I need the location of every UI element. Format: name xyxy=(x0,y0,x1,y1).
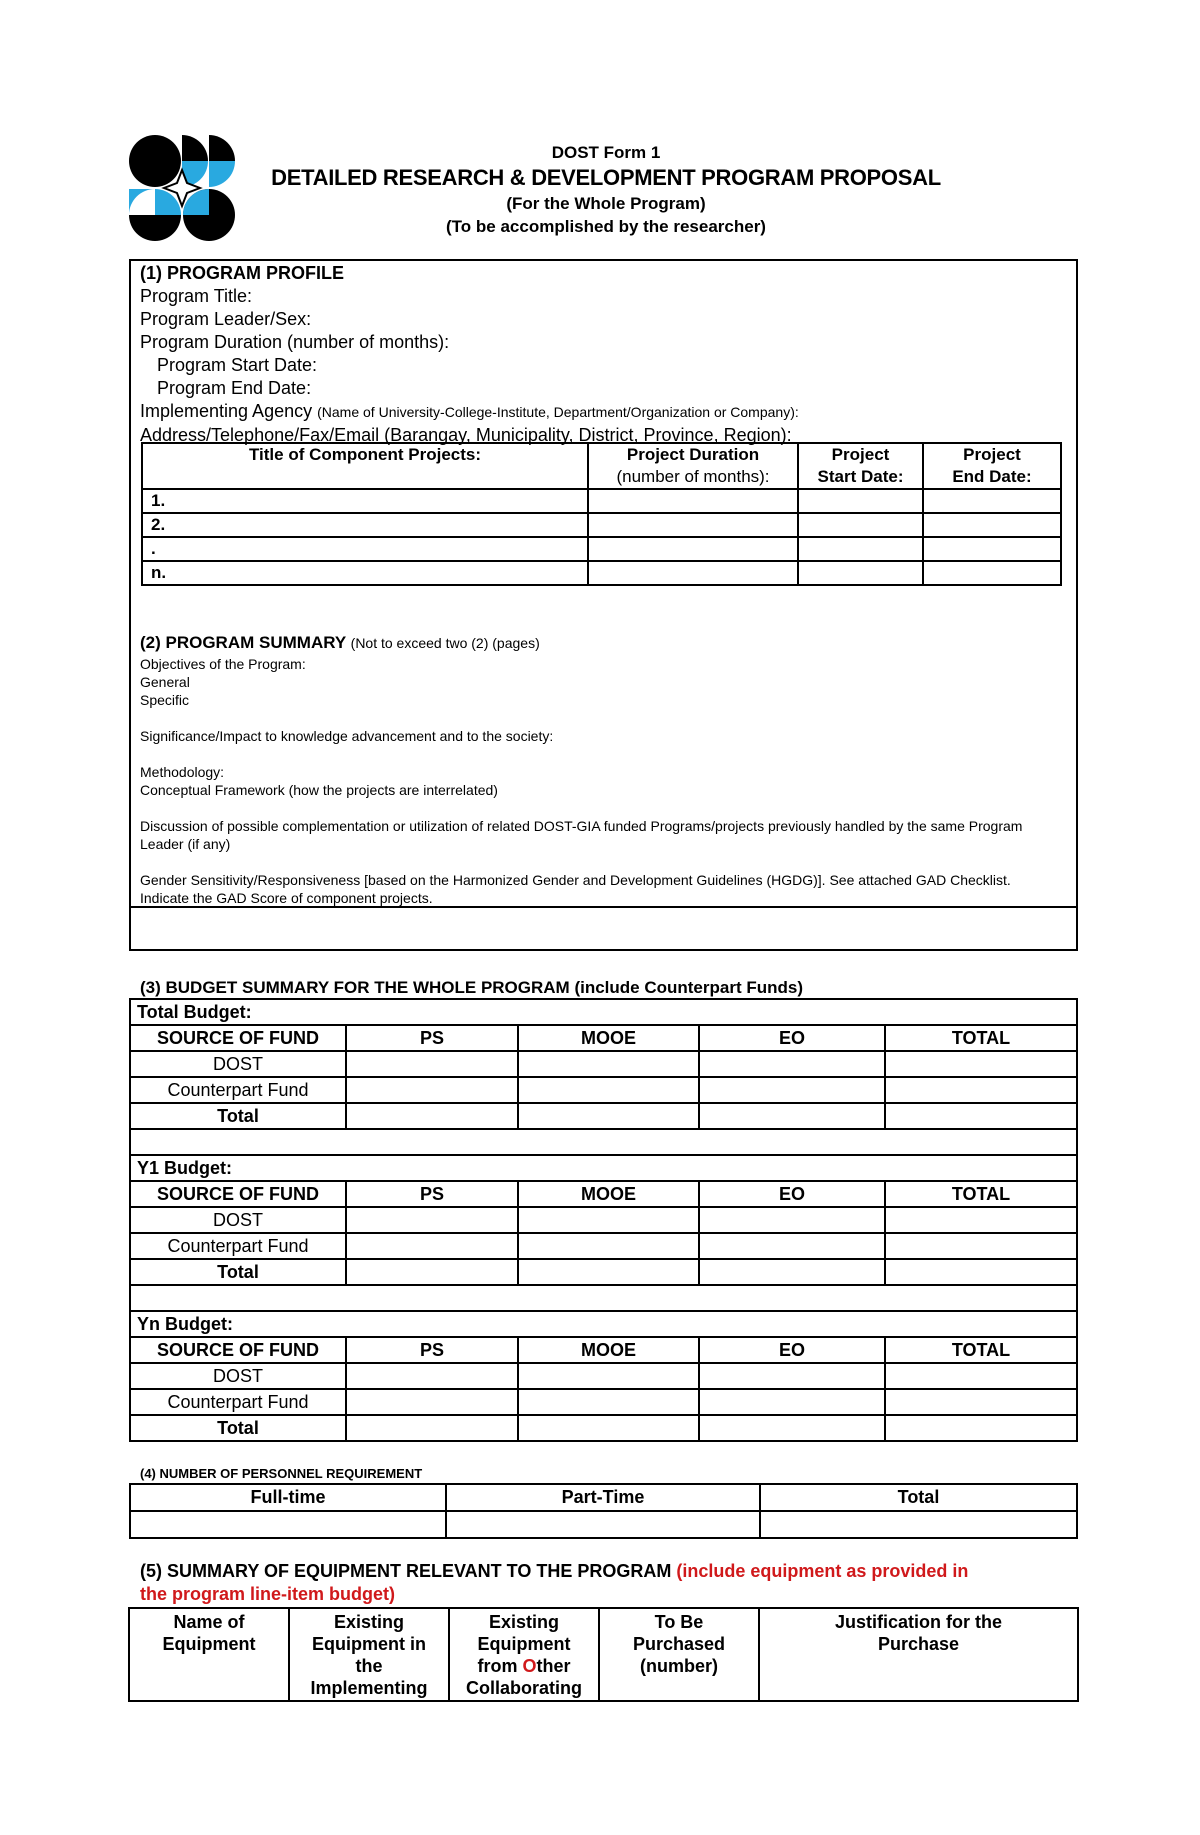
table-cell[interactable] xyxy=(446,1511,760,1538)
form-subtitle-2: (To be accomplished by the researcher) xyxy=(446,217,766,236)
project-row-label: 2. xyxy=(142,513,588,537)
gender-sensitivity-label: Gender Sensitivity/Responsiveness [based on the Harmonized Gender and Development Guidelines (HGDG)]. See attached GAD Checklist. Indicate the GAD Score of component projects. xyxy=(140,872,1011,906)
program-profile-heading: (1) PROGRAM PROFILE xyxy=(140,263,345,283)
implementing-agency-label: Implementing Agency xyxy=(140,401,313,421)
col-existing-implementing-line1: Existing xyxy=(333,1612,404,1632)
table-cell[interactable] xyxy=(699,1363,885,1389)
table-cell[interactable] xyxy=(518,1051,699,1077)
table-cell[interactable] xyxy=(885,1363,1077,1389)
table-cell[interactable] xyxy=(699,1259,885,1285)
col-mooe: MOOE xyxy=(518,1337,699,1363)
table-cell[interactable] xyxy=(798,537,923,561)
table-cell[interactable] xyxy=(760,1511,1077,1538)
project-row-label: . xyxy=(142,537,588,561)
table-cell[interactable] xyxy=(588,561,798,585)
equipment-heading-line1 xyxy=(140,1560,1070,1583)
table-cell[interactable] xyxy=(518,1233,699,1259)
personnel-table xyxy=(129,1483,1078,1539)
table-cell[interactable] xyxy=(346,1415,518,1441)
table-cell[interactable] xyxy=(885,1415,1077,1441)
table-cell[interactable] xyxy=(699,1415,885,1441)
row-total: Total xyxy=(130,1259,346,1285)
table-cell[interactable] xyxy=(346,1051,518,1077)
table-row xyxy=(142,489,1061,513)
col-existing-implementing-line3: the xyxy=(355,1656,383,1676)
col-project-duration xyxy=(588,443,798,489)
row-total: Total xyxy=(130,1415,346,1441)
budget-summary-heading: (3) BUDGET SUMMARY FOR THE WHOLE PROGRAM (include Counterpart Funds) xyxy=(140,978,803,997)
objectives-specific: Specific xyxy=(140,692,190,708)
table-cell[interactable] xyxy=(798,489,923,513)
col-existing-collab-line1: Existing xyxy=(488,1612,559,1632)
table-row xyxy=(130,1233,1077,1259)
row-counterpart-fund: Counterpart Fund xyxy=(130,1233,346,1259)
program-duration-field[interactable]: Program Duration (number of months): xyxy=(140,332,450,352)
table-row xyxy=(130,1415,1077,1441)
address-field[interactable]: Address/Telephone/Fax/Email (Barangay, Municipality, District, Province, Region): xyxy=(140,425,792,445)
program-end-date-field[interactable]: Program End Date: xyxy=(157,378,312,398)
table-cell[interactable] xyxy=(588,537,798,561)
col-eo: EO xyxy=(699,1337,885,1363)
col-project-start-date-line2: Start Date: xyxy=(817,467,904,486)
table-cell[interactable] xyxy=(885,1389,1077,1415)
implementing-agency-field[interactable] xyxy=(140,400,799,424)
project-row-label: n. xyxy=(142,561,588,585)
table-row xyxy=(130,1511,1077,1538)
total-budget-label: Total Budget: xyxy=(130,999,1077,1025)
table-cell[interactable] xyxy=(885,1207,1077,1233)
table-cell[interactable] xyxy=(346,1259,518,1285)
col-ps: PS xyxy=(346,1181,518,1207)
table-cell[interactable] xyxy=(699,1077,885,1103)
table-cell[interactable] xyxy=(588,489,798,513)
col-mooe: MOOE xyxy=(518,1181,699,1207)
row-dost: DOST xyxy=(130,1207,346,1233)
table-cell[interactable] xyxy=(885,1077,1077,1103)
col-existing-implementing-line2: Equipment in xyxy=(312,1634,426,1654)
table-row xyxy=(130,1077,1077,1103)
col-full-time: Full-time xyxy=(130,1484,446,1511)
program-title-field[interactable]: Program Title: xyxy=(140,286,253,306)
col-to-be-purchased-line3: (number) xyxy=(640,1656,718,1676)
table-cell[interactable] xyxy=(923,513,1061,537)
table-cell[interactable] xyxy=(588,513,798,537)
col-total: TOTAL xyxy=(885,1025,1077,1051)
table-cell[interactable] xyxy=(346,1077,518,1103)
col-eo: EO xyxy=(699,1181,885,1207)
table-cell[interactable] xyxy=(518,1259,699,1285)
col-project-end-date-line1: Project xyxy=(963,445,1021,464)
table-cell[interactable] xyxy=(346,1207,518,1233)
table-cell[interactable] xyxy=(346,1389,518,1415)
col-eo: EO xyxy=(699,1025,885,1051)
col-project-end-date-line2: End Date: xyxy=(952,467,1032,486)
program-leader-field[interactable]: Program Leader/Sex: xyxy=(140,309,312,329)
program-summary-section xyxy=(140,632,1060,907)
table-cell[interactable] xyxy=(885,1051,1077,1077)
row-dost: DOST xyxy=(130,1363,346,1389)
table-cell[interactable] xyxy=(518,1415,699,1441)
col-existing-collab-line2: Equipment xyxy=(477,1634,571,1654)
col-existing-collab-o: O xyxy=(522,1656,537,1676)
table-cell[interactable] xyxy=(518,1363,699,1389)
significance-label: Significance/Impact to knowledge advancement and to the society: xyxy=(140,728,554,744)
table-row xyxy=(130,1103,1077,1129)
table-cell[interactable] xyxy=(885,1259,1077,1285)
form-header xyxy=(236,142,976,238)
table-row xyxy=(130,1363,1077,1389)
col-project-end-date xyxy=(923,443,1061,489)
program-summary-heading-note: (Not to exceed two (2) (pages) xyxy=(350,635,540,651)
discussion-label: Discussion of possible complementation or utilization of related DOST-GIA funded Programs/projects previously handled by the same Program Leader (if any) xyxy=(140,818,1023,852)
col-project-start-date xyxy=(798,443,923,489)
col-name-of-equipment xyxy=(130,1609,290,1702)
col-source-of-fund: SOURCE OF FUND xyxy=(130,1181,346,1207)
col-total: TOTAL xyxy=(885,1337,1077,1363)
col-personnel-total: Total xyxy=(760,1484,1077,1511)
col-ps: PS xyxy=(346,1337,518,1363)
personnel-heading: (4) NUMBER OF PERSONNEL REQUIREMENT xyxy=(140,1466,423,1481)
col-existing-collab-line4: Collaborating xyxy=(466,1678,582,1698)
form-title: DETAILED RESEARCH & DEVELOPMENT PROGRAM PROPOSAL xyxy=(271,165,941,190)
component-projects-table xyxy=(141,442,1062,586)
table-row xyxy=(142,513,1061,537)
table-row xyxy=(142,561,1061,585)
objectives-label: Objectives of the Program: xyxy=(140,656,306,672)
table-cell[interactable] xyxy=(923,489,1061,513)
dost-logo xyxy=(128,134,236,242)
col-existing-implementing-line4: Implementing xyxy=(310,1678,428,1698)
table-cell[interactable] xyxy=(346,1233,518,1259)
objectives-general: General xyxy=(140,674,190,690)
col-existing-collab-line3 xyxy=(450,1655,598,1677)
row-counterpart-fund: Counterpart Fund xyxy=(130,1077,346,1103)
col-justification-line2: Purchase xyxy=(877,1634,960,1654)
col-project-duration-label: Project Duration xyxy=(626,445,760,464)
table-row xyxy=(142,537,1061,561)
row-counterpart-fund: Counterpart Fund xyxy=(130,1389,346,1415)
implementing-agency-note: (Name of University-College-Institute, Department/Organization or Company): xyxy=(317,404,799,420)
spacer-row xyxy=(130,1285,1077,1311)
form-subtitle-1: (For the Whole Program) xyxy=(506,194,706,213)
col-to-be-purchased-line1: To Be xyxy=(654,1612,704,1632)
program-summary-heading: (2) PROGRAM SUMMARY xyxy=(140,633,347,652)
equipment-heading: (5) SUMMARY OF EQUIPMENT RELEVANT TO THE PROGRAM xyxy=(140,1561,672,1581)
table-cell[interactable] xyxy=(346,1363,518,1389)
methodology-label: Methodology: xyxy=(140,764,225,780)
col-to-be-purchased xyxy=(600,1609,760,1702)
project-row-label: 1. xyxy=(142,489,588,513)
col-name-of-equipment-line2: Equipment xyxy=(162,1634,256,1654)
program-profile-section xyxy=(140,262,799,447)
row-total: Total xyxy=(130,1103,346,1129)
program-start-date-field[interactable]: Program Start Date: xyxy=(157,355,318,375)
table-cell[interactable] xyxy=(798,513,923,537)
col-existing-collab-ther: ther xyxy=(536,1656,571,1676)
table-cell[interactable] xyxy=(885,1103,1077,1129)
col-justification xyxy=(760,1609,1077,1702)
conceptual-framework-label: Conceptual Framework (how the projects are interrelated) xyxy=(140,782,498,798)
table-row xyxy=(130,1207,1077,1233)
equipment-table xyxy=(128,1607,1079,1702)
row-dost: DOST xyxy=(130,1051,346,1077)
table-row xyxy=(130,1389,1077,1415)
col-to-be-purchased-line2: Purchased xyxy=(632,1634,726,1654)
col-mooe: MOOE xyxy=(518,1025,699,1051)
yn-budget-label: Yn Budget: xyxy=(130,1311,1077,1337)
col-existing-equipment-implementing xyxy=(290,1609,450,1702)
spacer-row xyxy=(130,1129,1077,1155)
table-cell[interactable] xyxy=(798,561,923,585)
table-cell[interactable] xyxy=(923,537,1061,561)
program-summary-heading-line xyxy=(140,632,1060,655)
budget-summary-table xyxy=(129,998,1078,1442)
table-row xyxy=(130,1259,1077,1285)
table-cell[interactable] xyxy=(518,1207,699,1233)
col-source-of-fund: SOURCE OF FUND xyxy=(130,1337,346,1363)
equipment-heading-note-1: (include equipment as provided in xyxy=(676,1561,969,1581)
table-cell[interactable] xyxy=(699,1207,885,1233)
col-part-time: Part-Time xyxy=(446,1484,760,1511)
table-row xyxy=(130,1051,1077,1077)
summary-divider xyxy=(129,906,1078,908)
form-number: DOST Form 1 xyxy=(551,143,661,162)
table-cell[interactable] xyxy=(699,1051,885,1077)
col-name-of-equipment-line1: Name of xyxy=(173,1612,245,1632)
col-project-duration-note: (number of months): xyxy=(616,467,770,486)
y1-budget-label: Y1 Budget: xyxy=(130,1155,1077,1181)
equipment-heading-note-2: the program line-item budget) xyxy=(140,1584,396,1604)
table-cell[interactable] xyxy=(923,561,1061,585)
equipment-heading-block xyxy=(140,1560,1070,1606)
col-justification-line1: Justification for the xyxy=(834,1612,1002,1632)
table-cell[interactable] xyxy=(699,1389,885,1415)
col-existing-equipment-collaborating xyxy=(450,1609,600,1702)
col-title-component-projects: Title of Component Projects: xyxy=(142,443,588,489)
table-cell[interactable] xyxy=(130,1511,446,1538)
col-source-of-fund: SOURCE OF FUND xyxy=(130,1025,346,1051)
table-cell[interactable] xyxy=(699,1103,885,1129)
table-cell[interactable] xyxy=(885,1233,1077,1259)
col-project-start-date-line1: Project xyxy=(831,445,890,464)
table-cell[interactable] xyxy=(518,1389,699,1415)
col-ps: PS xyxy=(346,1025,518,1051)
table-cell[interactable] xyxy=(699,1233,885,1259)
table-cell[interactable] xyxy=(518,1077,699,1103)
table-cell[interactable] xyxy=(346,1103,518,1129)
col-existing-collab-from: from xyxy=(477,1656,518,1676)
col-total: TOTAL xyxy=(885,1181,1077,1207)
table-cell[interactable] xyxy=(518,1103,699,1129)
